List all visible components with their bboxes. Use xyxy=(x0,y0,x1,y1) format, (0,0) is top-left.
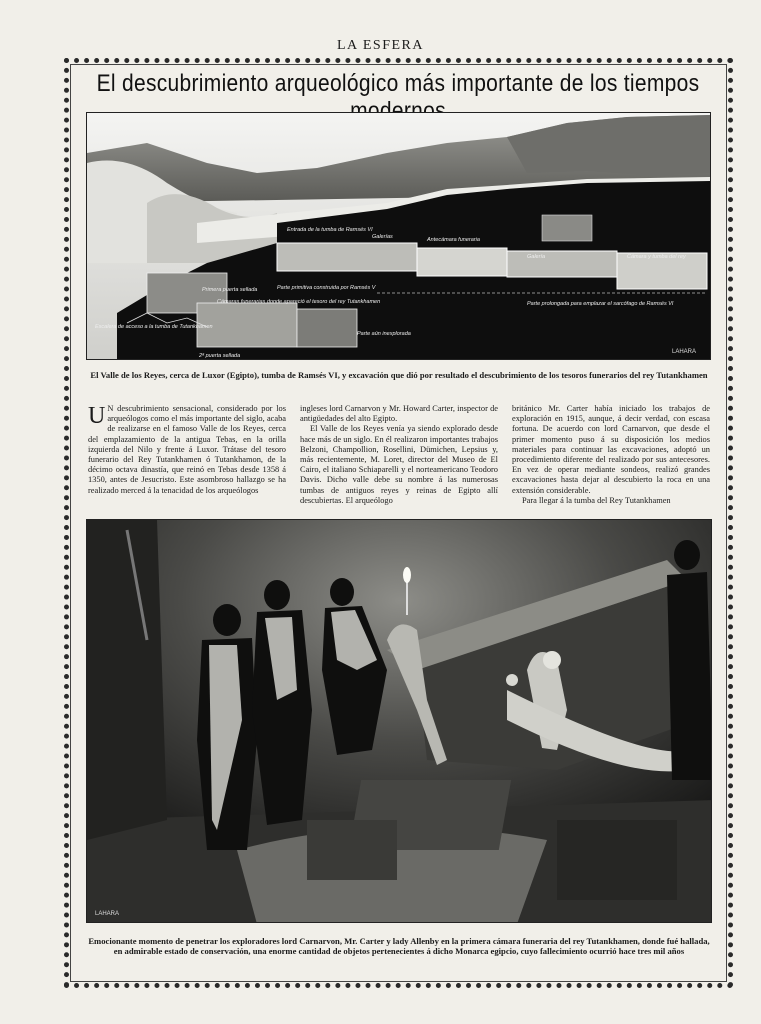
label-galleries: Galerías xyxy=(372,234,393,240)
illustrator-signature-2: LAHARA xyxy=(95,911,120,917)
funerary-chamber-illustration xyxy=(86,519,712,923)
caption-funerary-chamber: Emocionante momento de penetrar los exploradores lord Carnarvon, Mr. Carter y lady Allenby en la primera cámara funeraria del rey Tutankhamen, donde fué hallada, en admirable estado de conservación, una enorme cantidad de objetos pertenecientes á dicho Monarca egipcio, cuyo fallecimiento ocurrió hace tres mil años xyxy=(88,936,710,956)
article-column-3-text-a: británico Mr. Carter había iniciado los trabajos de exploración en 1915, aunque, á decir verdad, con escasa fortuna. De acuerdo con lord Carnarvon, que desde el primer momento puso á su disposición los medios materiales para continuar las excavaciones, adoptó un procedimiento diferente del realizado por sus antecesores. En vez de operar mediante sondeos, realizó grandes excavaciones hasta dejar al descubierto la roca en una extensión considerable. xyxy=(512,404,710,495)
article-column-2-text-a: ingleses lord Carnarvon y Mr. Howard Carter, inspector de antigüedades del alto Egipto. xyxy=(300,404,498,424)
label-stairway: Escalera de acceso a la tumba de Tutankhamen xyxy=(95,324,213,330)
masthead: LA ESFERA xyxy=(336,38,424,53)
article-column-2-text-b: El Valle de los Reyes venía ya siendo explorado desde hace más de un siglo. En él realizaron importantes trabajos Belzoni, Champollion, Rosellini, Dümichen, Lepsius y, más recientemente, M. Loret, director del Museo de El Cairo, el italiano Schiaparelli y el norteamericano Teodoro Davis. Dicho valle debe su nombre á las numerosas tumbas de antiguos reyes y reinas de Egipto allí descubiertas. El arqueólogo xyxy=(300,424,498,505)
label-unexplored: Parte aún inexplorada xyxy=(357,331,411,337)
article-body xyxy=(88,404,710,520)
headline: El descubrimiento arqueológico más importante de los tiempos xyxy=(96,70,700,97)
label-gallery: Galería xyxy=(527,254,546,260)
label-funerary-chambers: Cámaras funerarias donde apareció el tesoro del rey Tutankhamen xyxy=(217,299,381,305)
label-second-door: 2ª puerta sellada xyxy=(199,353,241,359)
article-column-2 xyxy=(300,404,498,520)
illustrator-signature: LAHARA xyxy=(672,349,697,355)
label-tomb-entrance: Entrada de la tumba de Ramsés VI xyxy=(287,227,373,233)
label-first-door: Primera puerta sellada xyxy=(202,287,258,293)
article-column-1-text: N descubrimiento sensacional, considerado por los arqueólogos como el más importante del siglo, acaba de realizarse en el famoso Valle de los Reyes, cerca del emplazamiento de la antigua Tebas, en la orilla izquierda del Nilo y frente á Luxor. Trátase del tesoro funerario del Rey Tutankhamen ó Tutankhamon, de la décimo octava dinastía, que reinó en Tebas desde 1358 á 1350, antes de Jesucristo. Este asombroso hallazgo se ha realizado merced á la tenacidad de los arqueólogos xyxy=(88,404,286,495)
label-extended-part: Parte prolongada para emplazar el sarcófago de Ramsés VI xyxy=(527,301,674,307)
article-column-1 xyxy=(88,404,286,520)
label-primitive-part: Parte primitiva construida por Ramsés V xyxy=(277,285,376,291)
valley-cross-section-illustration xyxy=(86,112,711,360)
article-column-3-text-b: Para llegar á la tumba del Rey Tutankhamen xyxy=(522,495,671,505)
caption-valley-of-kings: El Valle de los Reyes, cerca de Luxor (Egipto), tumba de Ramsés VI, y excavación que dió por resultado el descubrimiento de los tesoros funerarios del rey Tutankhamen xyxy=(90,370,708,380)
drop-cap: U xyxy=(88,404,106,429)
label-chamber: Cámara y tumba del rey xyxy=(627,254,686,260)
label-antechamber: Antecámara funeraria xyxy=(427,237,480,243)
article-column-3 xyxy=(512,404,710,520)
